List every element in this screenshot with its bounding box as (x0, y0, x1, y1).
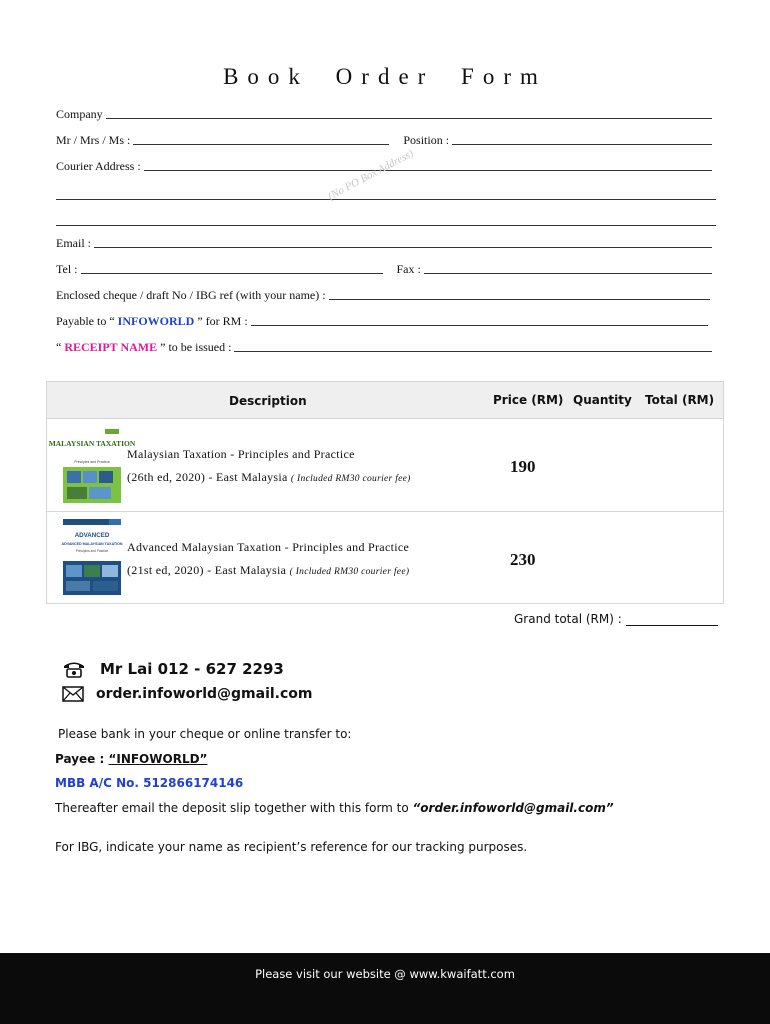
header-total: Total (RM) (645, 393, 715, 407)
address-label: Courier Address : (56, 159, 141, 173)
svg-text:ADVANCED: ADVANCED (74, 532, 110, 539)
courier-note: ( Included RM30 courier fee) (289, 567, 410, 577)
email-label: Email : (56, 236, 91, 250)
svg-text:MALAYSIAN TAXATION: MALAYSIAN TAXATION (48, 439, 136, 448)
fax-label: Fax : (396, 262, 421, 276)
footer-text: Please visit our website @ www.kwaifatt.com (255, 967, 515, 981)
receipt-field[interactable] (56, 337, 714, 355)
tel-label: Tel : (56, 262, 78, 276)
bank-account: MBB A/C No. 512866174146 (55, 776, 244, 790)
phone-text: Mr Lai 012 - 627 2293 (100, 660, 284, 678)
address-line-2[interactable] (56, 198, 716, 200)
order-table (46, 381, 724, 604)
table-header (47, 382, 723, 419)
header-price: Price (RM) (493, 393, 564, 407)
grand-total-label: Grand total (RM) : (514, 612, 622, 626)
item-price: 230 (510, 550, 536, 569)
payee-label: Payee : (55, 752, 109, 766)
deposit-email: “order.infoworld@gmail.com” (412, 801, 614, 815)
header-quantity: Quantity (573, 393, 632, 407)
payee-line (55, 752, 207, 766)
payment-intro: Please bank in your cheque or online transfer to: (58, 727, 352, 741)
email-instruction: Thereafter email the deposit slip together with this form to “order.infoworld@gmail.com” (55, 801, 614, 815)
fax-input-line[interactable] (424, 272, 712, 274)
name-position-row (56, 130, 714, 148)
receipt-suffix: ” to be issued : (160, 340, 232, 354)
footer-bar (0, 953, 770, 1024)
email-field[interactable] (56, 233, 714, 251)
receipt-name: RECEIPT NAME (64, 340, 158, 354)
name-label: Mr / Mrs / Ms : (56, 133, 131, 147)
table-row (47, 419, 723, 512)
svg-text:Principles and Practice: Principles and Practice (75, 549, 109, 553)
courier-note: ( Included RM30 courier fee) (290, 474, 411, 484)
envelope-icon (62, 686, 84, 702)
payable-field[interactable] (56, 311, 710, 329)
item-edition: (21st ed, 2020) - East Malaysia ( Included RM30 courier fee) (127, 563, 410, 577)
receipt-prefix: “ (56, 340, 62, 354)
book-cover-image (63, 519, 121, 595)
telephone-icon (62, 659, 86, 679)
name-input-line[interactable] (133, 143, 389, 145)
payable-name: INFOWORLD (117, 314, 195, 328)
grand-total-input-line[interactable] (626, 611, 718, 626)
position-input-line[interactable] (452, 143, 712, 145)
payable-prefix: Payable to “ (56, 314, 115, 328)
grand-total (514, 611, 718, 626)
payable-suffix: ” for RM : (197, 314, 248, 328)
position-label: Position : (403, 133, 450, 147)
email-text: order.infoworld@gmail.com (96, 686, 313, 702)
cheque-label: Enclosed cheque / draft No / IBG ref (with your name) : (56, 288, 326, 302)
header-description: Description (229, 394, 307, 408)
address-note: (No PO Box Address) (326, 147, 416, 203)
company-field[interactable] (56, 104, 714, 122)
item-edition: (26th ed, 2020) - East Malaysia ( Included RM30 courier fee) (127, 470, 411, 484)
address-line-3[interactable] (56, 224, 716, 226)
book-cover-image (48, 427, 136, 503)
item-title: Malaysian Taxation - Principles and Practice (127, 447, 355, 461)
tel-input-line[interactable] (81, 272, 383, 274)
cheque-field[interactable] (56, 285, 712, 303)
svg-text:ADVANCED MALAYSIAN TAXATION: ADVANCED MALAYSIAN TAXATION (61, 542, 123, 546)
svg-text:Principles and Practice: Principles and Practice (74, 460, 110, 464)
form-title: Book Order Form (223, 64, 547, 89)
email-contact (62, 686, 313, 702)
item-title: Advanced Malaysian Taxation - Principles and Practice (127, 540, 410, 554)
payee-name: “INFOWORLD” (108, 752, 208, 766)
table-row (47, 512, 723, 604)
tel-fax-row (56, 259, 714, 277)
company-label: Company (56, 107, 103, 121)
item-price: 190 (510, 457, 536, 476)
ibg-note: For IBG, indicate your name as recipient’s reference for our tracking purposes. (55, 840, 528, 854)
phone-contact (62, 659, 284, 679)
